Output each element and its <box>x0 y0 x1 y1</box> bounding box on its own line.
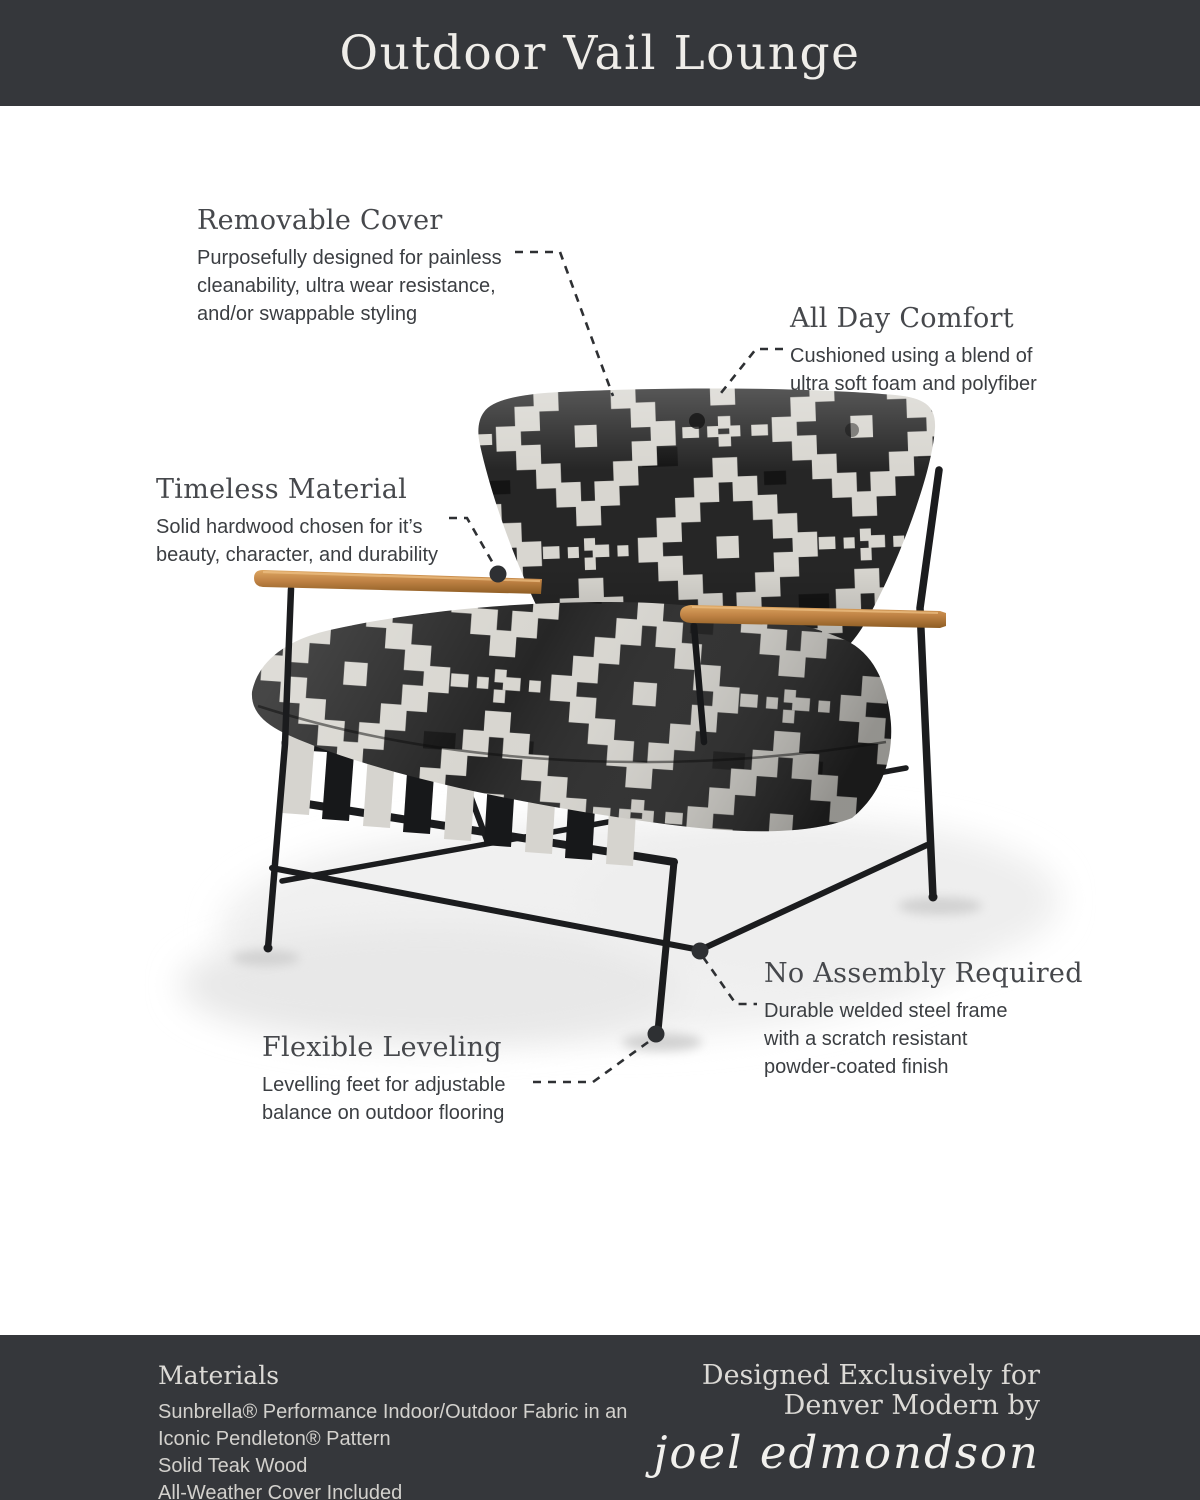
callout-title: No Assembly Required <box>764 958 1083 989</box>
callout-body: Solid hardwood chosen for it’s beauty, character, and durability <box>156 516 439 566</box>
page-title: Outdoor Vail Lounge <box>339 25 861 81</box>
tufting-button <box>845 423 859 437</box>
materials-title: Materials <box>158 1361 280 1390</box>
callout-title: All Day Comfort <box>790 303 1014 334</box>
callout-timeless-material <box>156 474 456 569</box>
designed-by-line: Denver Modern by <box>783 1390 1040 1421</box>
callout-body: Levelling feet for adjustable balance on outdoor flooring <box>262 1074 506 1124</box>
designer-block <box>653 1361 1040 1500</box>
callout-dot-timeless-material <box>490 566 507 583</box>
callout-line-removable-cover <box>515 252 613 396</box>
callout-dot-no-assembly <box>692 943 709 960</box>
designer-signature: joel edmondson <box>653 1426 1040 1479</box>
callout-body: Durable welded steel frame with a scratch resistant powder-coated finish <box>764 1000 1008 1078</box>
callout-dot-flexible-leveling <box>648 1026 665 1043</box>
callout-flexible-leveling <box>262 1032 544 1127</box>
designed-for-line: Designed Exclusively for <box>701 1360 1040 1391</box>
callout-body: Cushioned using a blend of ultra soft foam and polyfiber <box>790 345 1037 395</box>
callout-title: Removable Cover <box>197 205 443 236</box>
materials-cover: All-Weather Cover Included <box>158 1482 403 1500</box>
materials-block <box>158 1361 638 1500</box>
materials-fabric: Sunbrella® Performance Indoor/Outdoor Fabric in an Iconic Pendleton® Pattern <box>158 1401 628 1450</box>
callout-title: Timeless Material <box>156 474 408 505</box>
tufting-button <box>689 413 705 429</box>
callout-body: Purposefully designed for painless cleanability, ultra wear resistance, and/or swappable styling <box>197 247 502 325</box>
callout-removable-cover <box>197 205 527 328</box>
callout-title: Flexible Leveling <box>262 1032 502 1063</box>
materials-wood: Solid Teak Wood <box>158 1455 308 1477</box>
callout-no-assembly-required <box>764 958 1083 1081</box>
callout-all-day-comfort <box>790 303 1052 398</box>
footer-bar <box>0 1335 1200 1500</box>
